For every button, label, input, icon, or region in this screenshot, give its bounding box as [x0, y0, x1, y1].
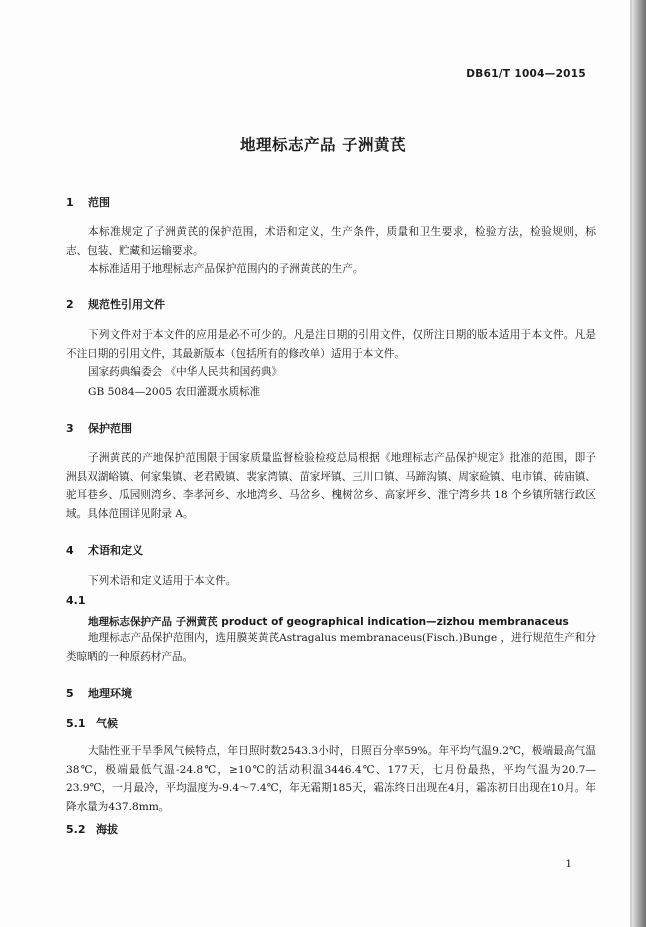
reference-2: GB 5084—2005 农田灌溉水质标准 — [88, 386, 261, 398]
subsection-5-1-paragraph: 大陆性亚干旱季风气候特点，年日照时数2543.3小时，日照百分率59%。年平均气温9.2℃，极端最高气温38℃，极端最低气温-24.8℃，≥10℃的活动积温3446.4℃、177天，七月份最热，平均气温为20.7—23.9℃，一月最冷，平均温度为-9.4～7.4℃，年无霜期185天，霜冻终日出现在4月，霜冻初日出现在10月。年降水量为437.8mm。 — [66, 745, 596, 813]
section-title: 范围 — [88, 196, 110, 209]
subsection-title: 气候 — [96, 717, 118, 730]
section-4-paragraph-1: 下列术语和定义适用于本文件。 — [88, 575, 237, 587]
subsection-4-1-number: 4.1 — [66, 594, 86, 607]
section-title: 术语和定义 — [88, 544, 143, 557]
section-number: 2 — [66, 298, 74, 311]
section-title: 规范性引用文件 — [88, 298, 165, 311]
section-1-paragraph-2: 本标准适用于地理标志产品保护范围内的子洲黄芪的生产。 — [88, 263, 364, 275]
section-5-heading — [66, 685, 132, 701]
page-number: 1 — [565, 858, 572, 870]
section-3-heading — [66, 420, 132, 436]
section-2-paragraph-1: 下列文件对于本文件的应用是必不可少的。凡是注日期的引用文件，仅所注日期的版本适用于本文件。凡是不注日期的引用文件，其最新版本（包括所有的修改单）适用于本文件。 — [66, 329, 596, 360]
term-definition: 地理标志产品保护范围内，选用膜荚黄芪Astragalus membranaceus(Fisch.)Bunge ，进行规范生产和分类晾晒的一种原药材产品。 — [66, 632, 596, 663]
document-title: 地理标志产品 子洲黄芪 — [240, 136, 406, 154]
standard-code: DB61/T 1004—2015 — [466, 68, 586, 80]
section-4-heading — [66, 542, 143, 558]
section-3-paragraph-1: 子洲黄芪的产地保护范围限于国家质量监督检验检疫总局根据《地理标志产品保护规定》批准的范围，即子洲县双湖峪镇、何家集镇、老君殿镇、裴家湾镇、苗家坪镇、三川口镇、马蹄沟镇、周家硷镇、电市镇、砖庙镇、驼耳巷乡、瓜园则湾乡、李孝河乡、水地湾乡、马岔乡、槐树岔乡、高家坪乡、淮宁湾乡共 18 个乡镇所辖行政区域。具体范围详见附录 A。 — [66, 452, 596, 520]
term-entry: 地理标志保护产品 子洲黄芪 product of geographical indication—zizhou membranaceus — [88, 616, 569, 628]
subsection-number: 5.1 — [66, 717, 86, 730]
subsection-title: 海拔 — [96, 823, 118, 836]
section-title: 地理环境 — [88, 687, 132, 700]
subsection-5-1-heading — [66, 715, 118, 731]
section-number: 5 — [66, 687, 74, 700]
section-number: 1 — [66, 196, 74, 209]
section-title: 保护范围 — [88, 422, 132, 435]
section-number: 4 — [66, 544, 74, 557]
section-1-paragraph-1: 本标准规定了子洲黄芪的保护范围，术语和定义，生产条件，质量和卫生要求，检验方法，检验规则，标志、包装、贮藏和运输要求。 — [66, 226, 596, 257]
subsection-number: 5.2 — [66, 823, 86, 836]
section-2-heading — [66, 296, 165, 312]
section-1-heading — [66, 194, 110, 210]
subsection-5-2-heading — [66, 821, 118, 837]
section-number: 3 — [66, 422, 74, 435]
reference-1: 国家药典编委会 《中华人民共和国药典》 — [88, 366, 283, 378]
